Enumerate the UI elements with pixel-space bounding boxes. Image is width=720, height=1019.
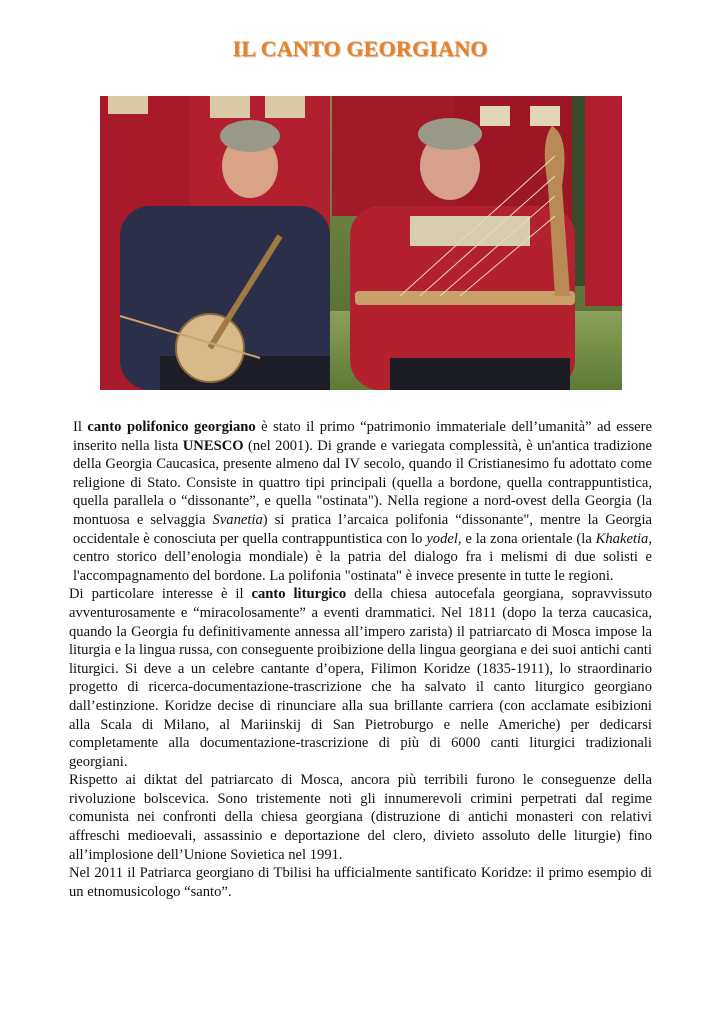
paragraph-text: , centro storico dell’enologia mondiale) è la patria del dialogo fra i melismi di due solisti e l'accompagnamento del bordone. La polifonia "ostinata" è invece presente in tutte le regioni. (73, 530, 652, 584)
paragraph-text: Khaketia (595, 530, 649, 547)
paragraph-text: è stato il primo “patrimonio immateriale dell’umanità” ad essere inserito nella lista (73, 419, 652, 454)
paragraph-text: , e la zona orientale (la (457, 530, 596, 547)
paragraph-text: canto liturgico (251, 586, 347, 603)
paragraph-text: UNESCO (182, 437, 244, 454)
paragraph (69, 864, 652, 901)
paragraph (69, 418, 652, 585)
paragraph-text: (nel 2001). Di grande e variegata complessità, è un'antica tradizione della Georgia Caucasica, presente almeno dal IV secolo, quando il Cristianesimo fu adottato come religione di Stato. Consiste in quattro tipi principali (quella a bordone, quella contrappuntistica, quella parallela o “dissonante”, e quella "ostinata"). Nella regione a nord-ovest della Georgia (la montuosa e selvaggia (73, 437, 652, 528)
paragraph (69, 585, 652, 771)
paragraph-text: Il (73, 419, 88, 435)
paragraph-text: della chiesa autocefala georgiana, sopravvissuto avventurosamente e “miracolosamente” a eventi drammatici. Nel 1811 (dopo la terza caucasica, quando la Georgia fu definitivamente annessa all’impero zarista) il patriarcato di Mosca impose la liturgia e la lingua russa, con conseguente proibizione della lingua georgiana e dei suoi antichi canti liturgici. Si deve a un celebre cantante d’opera, Filimon Koridze (1835-1911), lo straordinario progetto di ricerca-documentazione-trascrizione che ha salvato il canto liturgico georgiano dall’estinzione. Koridze decise di rinunciare alla sua brillante carriera (con acclamate esibizioni alla Scala di Milano, al Mariinskij di San Pietroburgo e nelle Americhe) per dedicarsi completamente alla documentazione-trascrizione di più di 6000 canti liturgici tradizionali georgiani. (69, 586, 653, 770)
paragraph-text: Rispetto ai diktat del patriarcato di Mosca, ancora più terribili furono le conseguenze della rivoluzione bolscevica. Sono tristemente noti gli innumerevoli crimini perpetrati dal regime comunista nei confronti della chiesa georgiana (distruzione di antichi monasteri con relativi affreschi medioevali, assassinio e deportazione del clero, divieto assoluto delle liturgie) fino all’implosione dell’Unione Sovietica nel 1991. (69, 772, 652, 863)
photo-georgian-musicians (100, 96, 622, 390)
paragraph-text: Nel 2011 il Patriarca georgiano di Tbilisi ha ufficialmente santificato Koridze: il primo esempio di un etnomusicologo “santo”. (69, 865, 652, 900)
paragraph-text: Di particolare interesse è il (69, 586, 252, 603)
photo-illustration (100, 96, 622, 390)
paragraph-text: ) si pratica l’arcaica polifonia “dissonante", mentre la Georgia occidentale è conosciuta per quella contrappuntistica con lo (73, 511, 652, 547)
paragraph (69, 771, 652, 864)
paragraph-text: yodel (426, 530, 458, 547)
paragraph-text: Svanetia (212, 511, 263, 528)
article-body (69, 418, 652, 901)
paragraph-text: canto polifonico georgiano (87, 419, 256, 435)
page-title: IL CANTO GEORGIANO (232, 36, 488, 61)
